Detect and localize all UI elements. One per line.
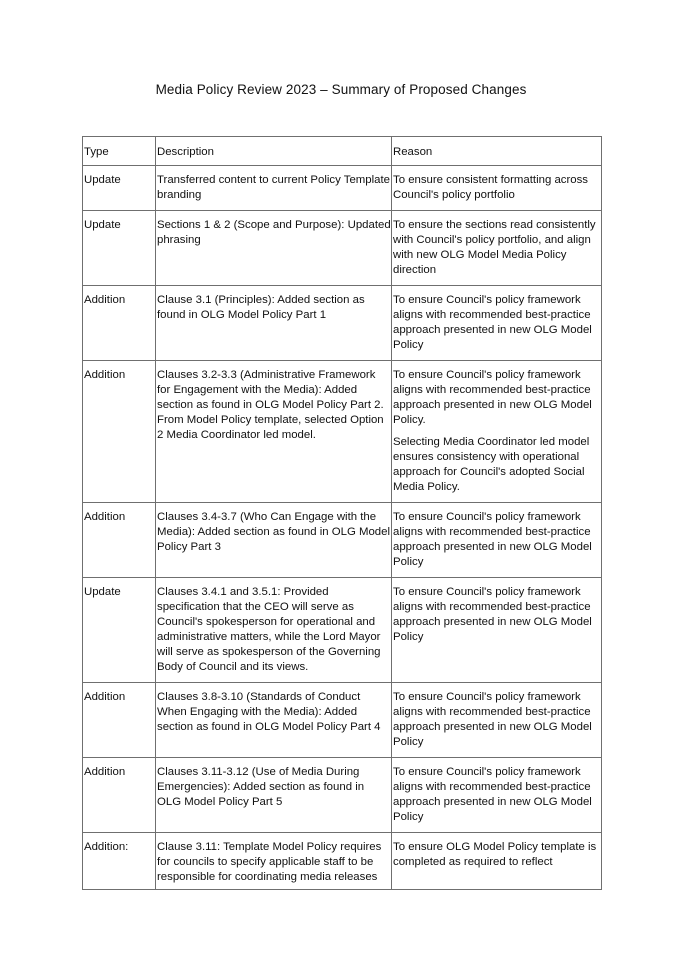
- cell-type: Addition:: [83, 833, 156, 890]
- cell-reason: [392, 683, 602, 758]
- table-row: [83, 361, 602, 503]
- cell-reason: [392, 211, 602, 286]
- cell-reason: [392, 286, 602, 361]
- cell-reason: [392, 166, 602, 211]
- reason-text: To ensure consistent formatting across Council's policy portfolio: [393, 174, 588, 201]
- cell-description: Clause 3.11: Template Model Policy requires for councils to specify applicable staff to be responsible for coordinating media releases: [156, 833, 392, 890]
- cell-description: Sections 1 & 2 (Scope and Purpose): Updated phrasing: [156, 211, 392, 286]
- cell-description: Clauses 3.8-3.10 (Standards of Conduct When Engaging with the Media): Added section as found in OLG Model Policy Part 4: [156, 683, 392, 758]
- cell-type: Update: [83, 166, 156, 211]
- column-header-reason: Reason: [392, 137, 602, 166]
- cell-reason: [392, 758, 602, 833]
- cell-description: Clauses 3.4.1 and 3.5.1: Provided specification that the CEO will serve as Council's spokesperson for operational and administrative matters, while the Lord Mayor will serve as spokesperson of the Governing Body of Council and its views.: [156, 578, 392, 683]
- reason-text: To ensure OLG Model Policy template is completed as required to reflect: [393, 841, 597, 868]
- cell-description: Clauses 3.4-3.7 (Who Can Engage with the Media): Added section as found in OLG Model Policy Part 3: [156, 503, 392, 578]
- cell-type: Addition: [83, 683, 156, 758]
- table-row: [83, 758, 602, 833]
- page-title: Media Policy Review 2023 – Summary of Proposed Changes: [155, 82, 527, 97]
- cell-description: Transferred content to current Policy Template branding: [156, 166, 392, 211]
- cell-description: Clauses 3.11-3.12 (Use of Media During Emergencies): Added section as found in OLG Model Policy Part 5: [156, 758, 392, 833]
- cell-description: Clause 3.1 (Principles): Added section as found in OLG Model Policy Part 1: [156, 286, 392, 361]
- cell-description: Clauses 3.2-3.3 (Administrative Framework for Engagement with the Media): Added section as found in OLG Model Policy Part 2. From Model Policy template, selected Option 2 Media Coordinator led model.: [156, 361, 392, 503]
- table-row: [83, 503, 602, 578]
- reason-text: To ensure Council's policy framework aligns with recommended best-practice approach presented in new OLG Model Policy: [393, 691, 592, 748]
- cell-reason: [392, 833, 602, 890]
- table-row: [83, 833, 602, 890]
- cell-type: Addition: [83, 758, 156, 833]
- reason-text: To ensure the sections read consistently with Council's policy portfolio, and align with new OLG Model Media Policy direction: [393, 219, 596, 276]
- cell-reason: [392, 503, 602, 578]
- table-row: [83, 286, 602, 361]
- cell-type: Addition: [83, 503, 156, 578]
- cell-type: Addition: [83, 361, 156, 503]
- table-row: [83, 578, 602, 683]
- reason-text: To ensure Council's policy framework aligns with recommended best-practice approach presented in new OLG Model Policy: [393, 294, 592, 351]
- reason-text: Selecting Media Coordinator led model ensures consistency with operational approach for Council's adopted Social Media Policy.: [393, 436, 590, 493]
- reason-text: To ensure Council's policy framework aligns with recommended best-practice approach presented in new OLG Model Policy.: [393, 369, 592, 426]
- cell-reason: [392, 578, 602, 683]
- cell-reason: [392, 361, 602, 503]
- cell-type: Update: [83, 211, 156, 286]
- cell-type: Update: [83, 578, 156, 683]
- changes-table: [82, 136, 602, 890]
- reason-text: To ensure Council's policy framework aligns with recommended best-practice approach presented in new OLG Model Policy: [393, 766, 592, 823]
- table-row: [83, 211, 602, 286]
- table-header-row: [83, 137, 602, 166]
- column-header-type: Type: [83, 137, 156, 166]
- column-header-description: Description: [156, 137, 392, 166]
- reason-text: To ensure Council's policy framework aligns with recommended best-practice approach presented in new OLG Model Policy: [393, 586, 592, 643]
- table-row: [83, 166, 602, 211]
- reason-text: To ensure Council's policy framework aligns with recommended best-practice approach presented in new OLG Model Policy: [393, 511, 592, 568]
- cell-type: Addition: [83, 286, 156, 361]
- table-row: [83, 683, 602, 758]
